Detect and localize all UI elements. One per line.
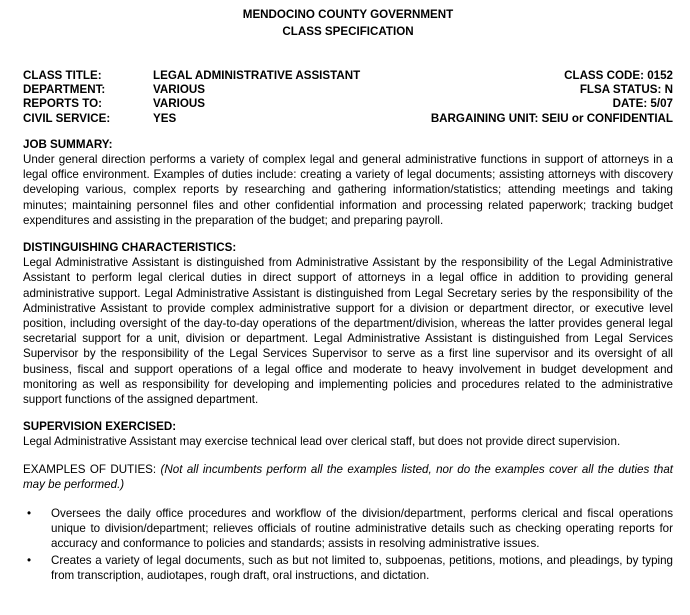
supervision-section (23, 419, 673, 449)
bullet-icon: • (27, 507, 32, 521)
civil-service-label: CIVIL SERVICE: (23, 111, 111, 125)
flsa-status: FLSA STATUS: N (579, 83, 673, 97)
list-item (23, 553, 673, 583)
civil-service-value: YES (153, 111, 177, 125)
spec-date: DATE: 5/07 (612, 97, 673, 111)
examples-note: (Not all incumbents perform all the examples listed, nor do the examples cover all the duties that may be performed.) (23, 462, 673, 491)
supervision-text: Legal Administrative Assistant may exercise technical lead over clerical staff, but does not provide direct supervision. (23, 435, 621, 449)
class-title-label: CLASS TITLE: (23, 69, 102, 82)
distinguishing-title: DISTINGUISHING CHARACTERISTICS: (23, 241, 237, 255)
duties-list (23, 506, 673, 583)
county-name: MENDOCINO COUNTY GOVERNMENT (242, 8, 454, 21)
bargaining-unit: BARGAINING UNIT: SEIU or CONFIDENTIAL (430, 111, 673, 125)
job-summary-section (23, 137, 673, 228)
department-label: DEPARTMENT: (23, 83, 106, 97)
examples-section (23, 462, 673, 583)
duty-text: Oversees the daily office procedures and workflow of the division/department, performs clerical and fiscal operations unique to division/department; relieves officials of routine administrative details such as checking operating reports for accuracy and conformance to policies and standards; assists in resolving administrative issues. (51, 507, 673, 551)
duty-text: Creates a variety of legal documents, such as but not limited to, subpoenas, petitions, motions, and pleadings, by typing from transcription, audiotapes, rough draft, oral instructions, and dictation. (51, 553, 673, 582)
department-value: VARIOUS (153, 83, 205, 97)
distinguishing-text: Legal Administrative Assistant is distinguished from Administrative Assistant by the responsibility of the Legal Administrative Assistant to perform legal clerical duties in direct support of attorneys in a legal office in addition to providing general administrative support. Legal Administrative Assistant is distinguished from Legal Secretary series by the responsibility of the Administrative Assistant to provide complex administrative support for a division or department director, or executive level position, including oversight of the day-to-day operations of the department/division, whereas the latter provides general legal secretarial support for a unit, division or department. Legal Administrative Assistant is distinguished from Legal Services Supervisor by the responsibility of the Legal Services Supervisor to serve as a first line supervisor and its oversight of all business, fiscal and support operations of a legal office and moderate to heavy involvement in budget development and monitoring as well as responsibility for developing and implementing policies and procedures related to the administrative support functions of the assigned department. (23, 256, 673, 407)
doc-type: CLASS SPECIFICATION (282, 25, 414, 38)
class-meta (23, 69, 673, 126)
reports-to-value: VARIOUS (153, 97, 205, 111)
examples-title: EXAMPLES OF DUTIES: (23, 462, 157, 476)
distinguishing-section (23, 240, 673, 407)
document-header (23, 6, 673, 40)
list-item (23, 506, 673, 552)
class-code: CLASS CODE: 0152 (564, 69, 673, 82)
reports-to-label: REPORTS TO: (23, 97, 103, 111)
class-title-value: LEGAL ADMINISTRATIVE ASSISTANT (153, 69, 361, 82)
bullet-icon: • (27, 553, 32, 567)
job-summary-title: JOB SUMMARY: (23, 137, 113, 151)
supervision-title: SUPERVISION EXERCISED: (23, 420, 177, 434)
examples-intro (23, 462, 673, 492)
job-summary-text: Under general direction performs a variety of complex legal and general administrative functions in support of attorneys in a legal office environment. Examples of duties include: creating a variety of legal documents; assisting attorneys with discovery developing various, complex reports by researching and gathering information/statistics; attending meetings and taking minutes; maintaining personnel files and other confidential information and processing related paperwork; tracking budget expenditures and assisting in the preparation of the budget; and preparing payroll. (23, 153, 673, 227)
